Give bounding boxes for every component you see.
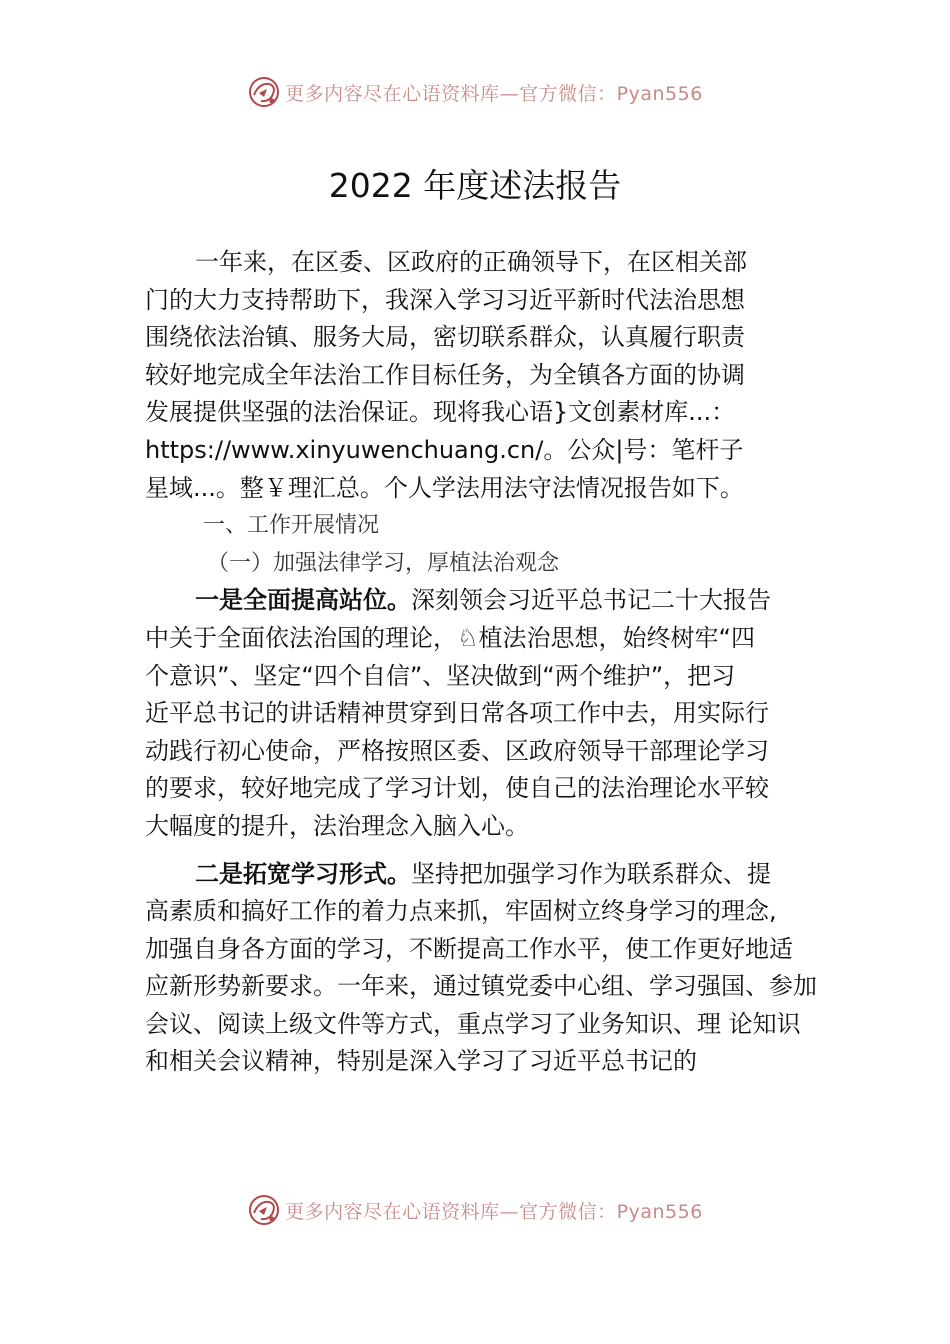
point-two-lead: 二是拓宽学习形式。	[195, 859, 411, 888]
watermark-header	[0, 72, 950, 112]
point-two-paragraph: 二是拓宽学习形式。坚持把加强学习作为联系群众、提 高素质和搞好工作的着力点来抓，牢固树立终身学习的理念, 加强自身各方面的学习，不断提高工作水平，使工作更好地适 应新形势新要求。一年来，通过镇党委中心组、学习强国、参加 会议、阅读上级文件等方式，重点学习了业务知识、理 论知识 和相关会议精神，特别是深入学习了习近平总书记的	[145, 859, 817, 1076]
section-heading: 一、工作开展情况	[203, 513, 380, 539]
document-body	[145, 244, 835, 1081]
xinyu-logo-icon	[247, 75, 281, 109]
subsection-heading: （一）加强法律学习，厚植法治观念	[207, 550, 560, 576]
point-one-paragraph: 一是全面提高站位。深刻领会习近平总书记二十大报告 中关于全面依法治国的理论，♘植法治思想，始终树牢“四 个意识”、坚定“四个自信”、坚决做到“两个维护”，把习 近平总书记的讲话精神贯穿到日常各项工作中去，用实际行 动践行初心使命，严格按照区委、区政府领导干部理论学习 的要求，较好地完成了学习计划，使自己的法治理论水平较 大幅度的提升，法治理念入脑入心。	[145, 586, 771, 840]
watermark-footer	[0, 1190, 950, 1230]
document-title: 2022 年度述法报告	[328, 166, 622, 205]
intro-paragraph: 一年来，在区委、区政府的正确领导下，在区相关部 门的大力支持帮助下，我深入学习习近平新时代法治思想 围绕依法治镇、服务大局，密切联系群众，认真履行职责 较好地完成全年法治工作目标任务，为全镇各方面的协调 发展提供坚强的法治保证。现将我心语}文创素材库...： https://www.xinyuwenchuang.cn/。公众|号：笔杆子 星域...。整￥理汇总。个人学法用法守法情况报告如下。	[145, 248, 747, 502]
watermark-text: 更多内容尽在心语资料库—官方微信：Pyan556	[285, 1200, 703, 1223]
point-one-lead: 一是全面提高站位。	[195, 586, 411, 615]
xinyu-logo-icon	[247, 1193, 281, 1227]
watermark-text: 更多内容尽在心语资料库—官方微信：Pyan556	[285, 82, 703, 105]
